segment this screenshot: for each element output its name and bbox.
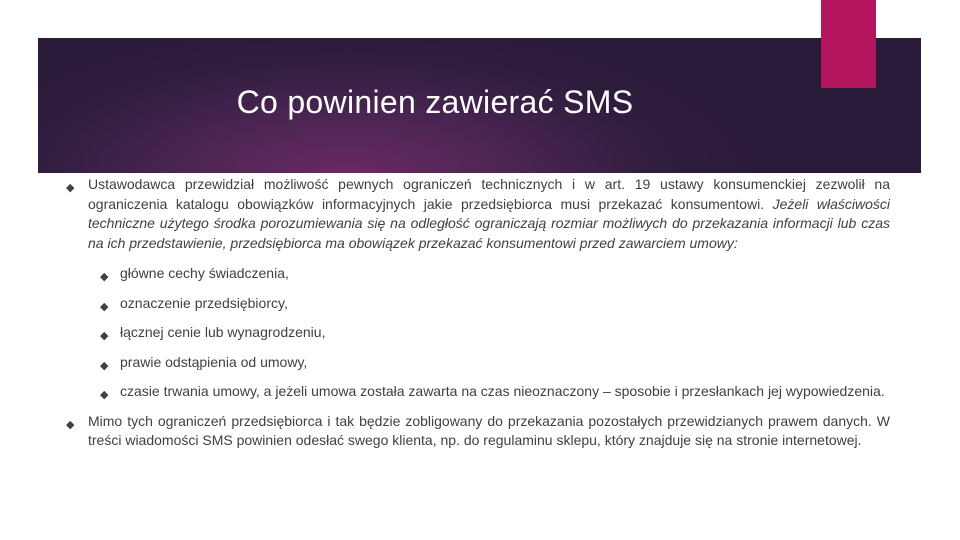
sub-item <box>66 353 890 373</box>
sub-item-text: łącznej cenie lub wynagrodzeniu, <box>120 324 326 340</box>
sub-item-text: główne cechy świadczenia, <box>120 265 289 281</box>
slide-content <box>66 175 890 451</box>
diamond-bullet-icon: ◆ <box>100 300 109 313</box>
bullet-2-text: Mimo tych ograniczeń przedsiębiorca i tak będzie zobligowany do przekazania pozostałych przewidzianych prawem danych. W treści wiadomości SMS powinien odesłać swego klienta, np. do regulaminu sklepu, który znajduje się na stronie internetowej. <box>88 412 890 448</box>
diamond-bullet-icon: ◆ <box>100 359 109 372</box>
sub-item-text: oznaczenie przedsiębiorcy, <box>120 294 288 311</box>
diamond-bullet-icon: ◆ <box>66 418 75 431</box>
sub-item-text: prawie odstąpienia od umowy, <box>120 353 308 370</box>
slide-title: Co powinien zawierać SMS <box>236 84 634 120</box>
bullet-2 <box>66 412 890 451</box>
diamond-bullet-icon: ◆ <box>100 389 109 401</box>
diamond-bullet-icon: ◆ <box>100 271 109 283</box>
accent-bar <box>821 0 876 88</box>
diamond-bullet-icon: ◆ <box>100 330 109 342</box>
diamond-bullet-icon: ◆ <box>66 182 75 194</box>
sub-item <box>66 323 890 343</box>
bullet-1 <box>66 175 890 253</box>
sub-item-text: czasie trwania umowy, a jeżeli umowa została zawarta na czas nieoznaczony – sposobie i przesłankach jej wypowiedzenia. <box>120 383 885 399</box>
sub-item <box>66 264 890 284</box>
sub-item <box>66 294 890 314</box>
bullet-1-text: Ustawodawca przewidział możliwość pewnych ograniczeń technicznych i w art. 19 ustawy konsumenckiej zezwolił na ograniczenia katalogu obowiązków informacyjnych jakie przedsiębiorca musi przekazać konsumentowi. <box>88 176 890 212</box>
sub-item <box>66 382 890 402</box>
bullet-1-italic-text: Jeżeli właściwości techniczne użytego środka porozumiewania się na odległość ograniczają rozmiar możliwych do przekazania informacji lub czas na ich przedstawienie, przedsiębiorca ma obowiązek przekazać konsumentowi przed zawarciem umowy: <box>88 195 890 251</box>
